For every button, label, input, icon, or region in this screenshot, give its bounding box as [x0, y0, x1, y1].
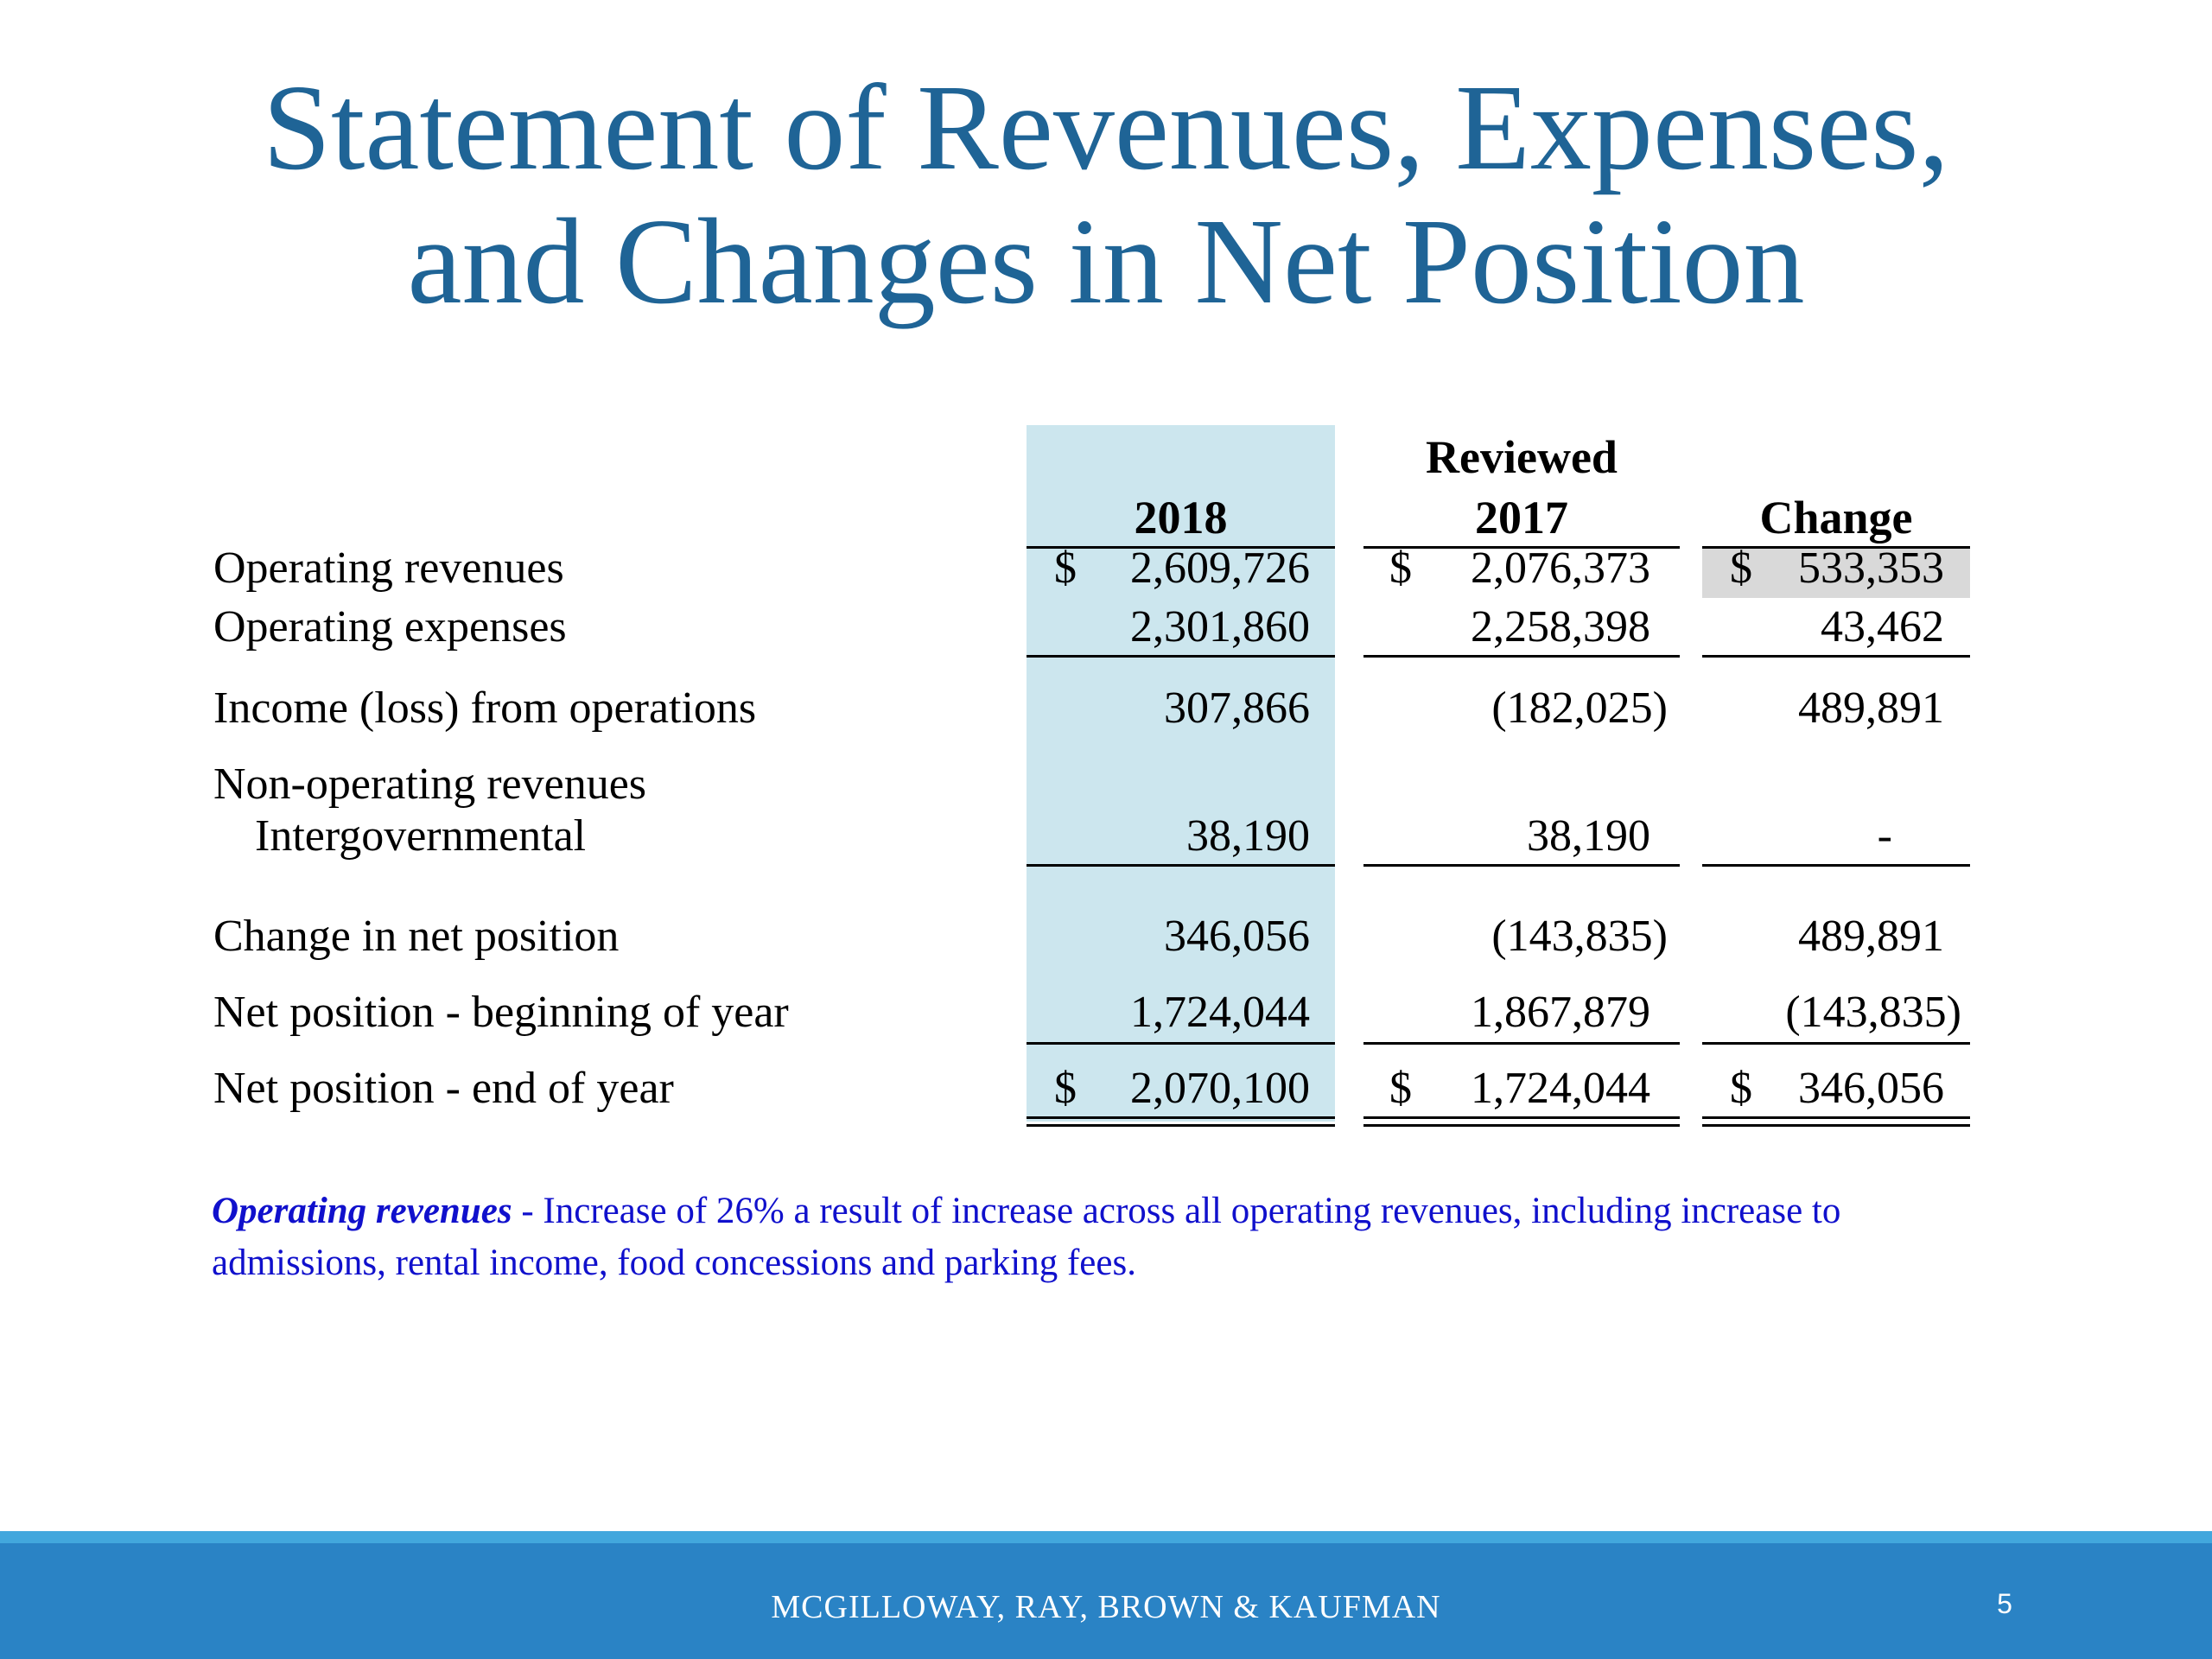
currency-symbol: $ [1389, 1064, 1412, 1113]
header-reviewed: Reviewed [1426, 431, 1618, 483]
value-change-in-net-position-2018: 346,056 [1164, 912, 1310, 961]
slide-title [0, 60, 2212, 328]
value-income-from-operations-2017: (182,025) [1491, 683, 1668, 733]
currency-symbol: $ [1730, 543, 1752, 593]
value-net-position-end-change: 346,056 [1798, 1064, 1944, 1113]
subtotal-underline-change [1702, 655, 1970, 658]
subtotal-underline-2018 [1027, 864, 1335, 867]
footer-accent-band [0, 1531, 2212, 1543]
header-2017: 2017 [1475, 492, 1568, 543]
row-label-intergovernmental: Intergovernmental [255, 811, 587, 861]
subtotal-underline-2017 [1363, 655, 1680, 658]
value-income-from-operations-change: 489,891 [1798, 683, 1944, 733]
value-net-position-end-2018: 2,070,100 [1130, 1064, 1310, 1113]
row-label-operating-expenses: Operating expenses [213, 602, 567, 652]
currency-symbol: $ [1730, 1064, 1752, 1113]
value-intergovernmental-2018: 38,190 [1186, 811, 1310, 861]
row-label-non-operating-revenues: Non-operating revenues [213, 760, 647, 809]
value-net-position-beginning-2017: 1,867,879 [1471, 988, 1650, 1037]
note-term: Operating revenues [212, 1191, 512, 1231]
subtotal-underline-change [1702, 864, 1970, 867]
value-intergovernmental-change: - [1877, 811, 1892, 861]
value-operating-expenses-2017: 2,258,398 [1471, 602, 1650, 652]
row-label-net-position-end: Net position - end of year [213, 1064, 674, 1113]
value-intergovernmental-2017: 38,190 [1527, 811, 1650, 861]
value-operating-revenues-change: 533,353 [1798, 543, 1944, 593]
currency-symbol: $ [1054, 1064, 1077, 1113]
slide-title-line-1: Statement of Revenues, Expenses, [262, 59, 1949, 195]
total-underline-2017 [1363, 1042, 1680, 1045]
value-operating-revenues-2017: 2,076,373 [1471, 543, 1650, 593]
value-change-in-net-position-change: 489,891 [1798, 912, 1944, 961]
double-underline-change [1702, 1116, 1970, 1127]
row-label-operating-revenues: Operating revenues [213, 543, 564, 593]
header-2018: 2018 [1134, 492, 1228, 543]
page-number: 5 [1997, 1588, 2012, 1619]
row-label-income-from-operations: Income (loss) from operations [213, 683, 757, 733]
currency-symbol: $ [1389, 543, 1412, 593]
subtotal-underline-2018 [1027, 655, 1335, 658]
value-net-position-beginning-2018: 1,724,044 [1130, 988, 1310, 1037]
value-net-position-beginning-change: (143,835) [1785, 988, 1961, 1037]
value-change-in-net-position-2017: (143,835) [1491, 912, 1668, 961]
operating-revenues-note [212, 1185, 1940, 1289]
value-income-from-operations-2018: 307,866 [1164, 683, 1310, 733]
currency-symbol: $ [1054, 543, 1077, 593]
footer-firm-name: MCGILLOWAY, RAY, BROWN & KAUFMAN [771, 1589, 1441, 1625]
row-label-change-in-net-position: Change in net position [213, 912, 620, 961]
value-operating-revenues-2018: 2,609,726 [1130, 543, 1310, 593]
total-underline-2018 [1027, 1042, 1335, 1045]
slide-title-line-2: and Changes in Net Position [407, 193, 1805, 329]
note-text: - Increase of 26% a result of increase across all operating revenues, including increase to admissions, rental income, food concessions and parking fees. [212, 1191, 1841, 1283]
value-net-position-end-2017: 1,724,044 [1471, 1064, 1650, 1113]
header-change: Change [1759, 492, 1913, 543]
double-underline-2018 [1027, 1116, 1335, 1127]
total-underline-change [1702, 1042, 1970, 1045]
double-underline-2017 [1363, 1116, 1680, 1127]
value-operating-expenses-2018: 2,301,860 [1130, 602, 1310, 652]
row-label-net-position-beginning: Net position - beginning of year [213, 988, 789, 1037]
subtotal-underline-2017 [1363, 864, 1680, 867]
value-operating-expenses-change: 43,462 [1821, 602, 1944, 652]
